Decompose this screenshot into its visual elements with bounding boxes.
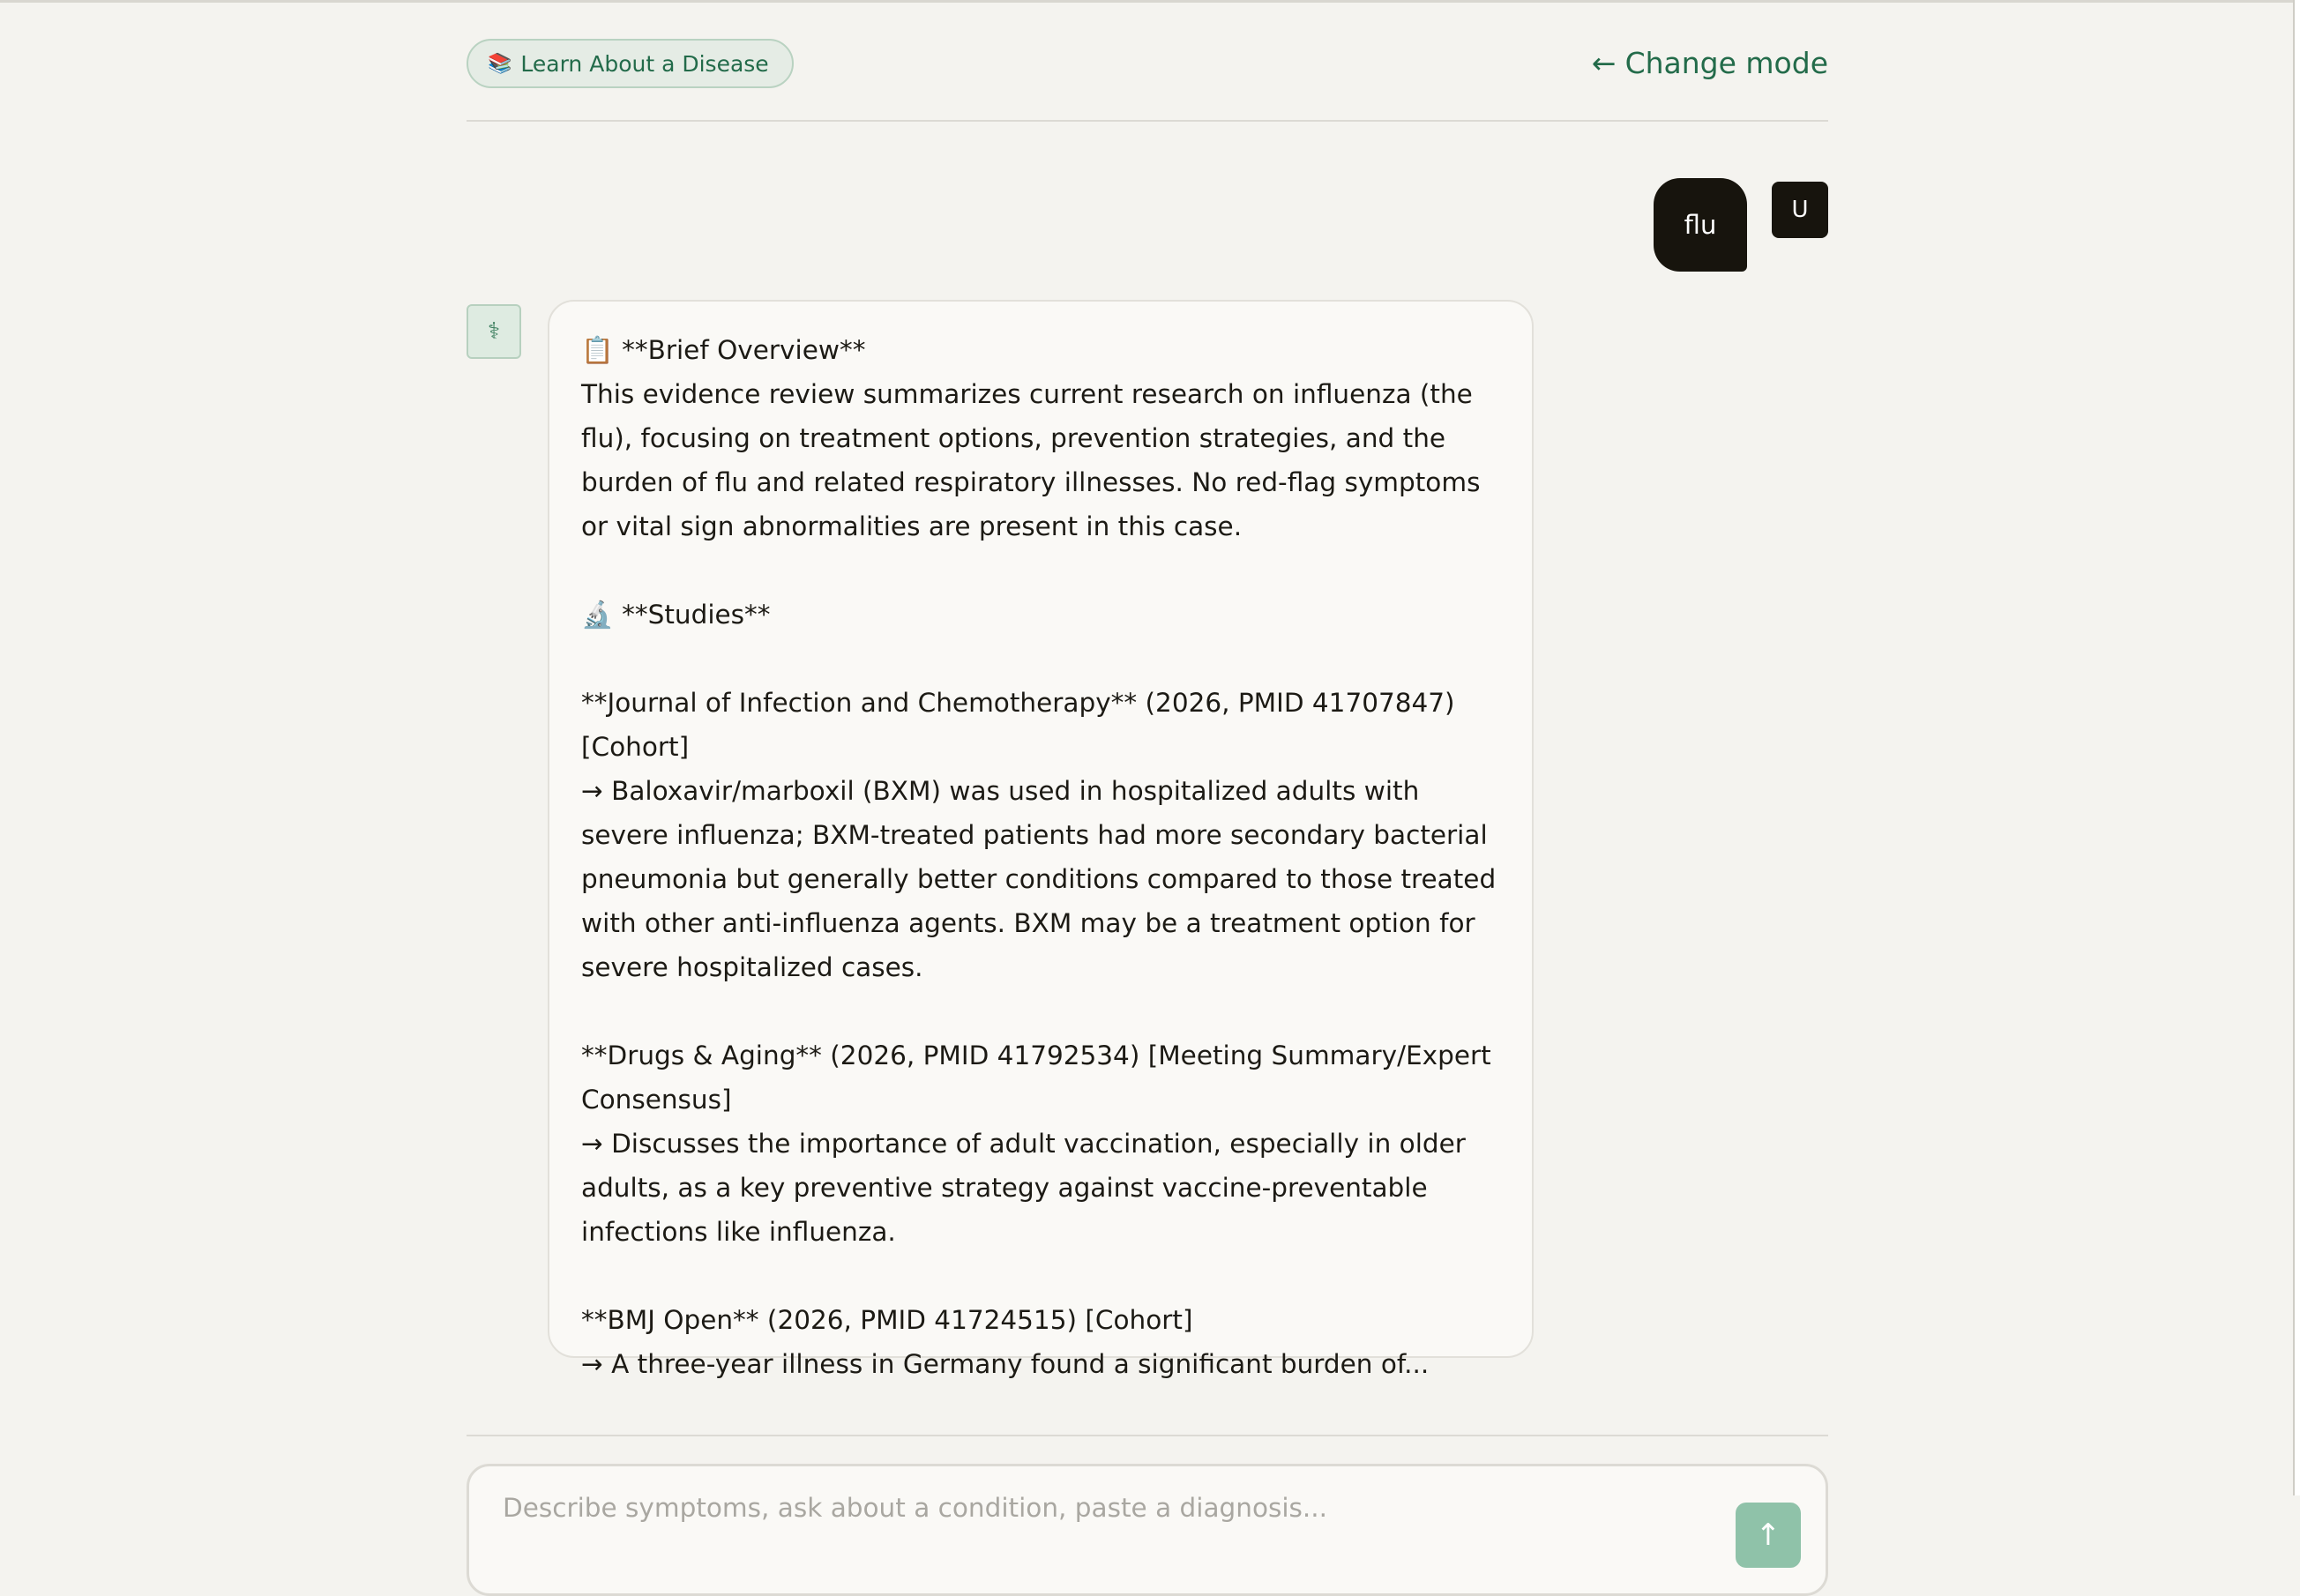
assistant-message-line: **Journal of Infection and Chemotherapy** (2026, PMID 41707847) [Cohort] <box>581 688 1463 762</box>
change-mode-label: Change mode <box>1624 46 1828 80</box>
composer-divider <box>467 1435 1828 1436</box>
assistant-message-line: → Baloxavir/marboxil (BXM) was used in hospitalized adults with severe influenza; BXM-treated patients had more secondary bacterial pneumonia but generally better conditions compared to those treated with other anti-influenza agents. BXM may be a treatment option for severe hospitalized cases. <box>581 776 1505 982</box>
books-icon: 📚 <box>488 52 512 75</box>
assistant-message-line: This evidence review summarizes current research on influenza (the flu), focusing on treatment options, prevention strategies, and the burden of flu and related respiratory illnesses. No red-flag symptoms or vital sign abnormalities are present in this case. <box>581 379 1489 541</box>
arrow-left-icon: ← <box>1591 46 1617 80</box>
send-button[interactable] <box>1736 1503 1801 1568</box>
mode-badge[interactable] <box>467 39 794 88</box>
user-message-row <box>1654 178 1828 272</box>
medical-icon: ⚕ <box>487 318 501 345</box>
message-composer <box>467 1464 1828 1596</box>
arrow-up-icon: ↑ <box>1755 1518 1781 1553</box>
mode-badge-label: Learn About a Disease <box>520 50 769 77</box>
message-input[interactable] <box>501 1491 1721 1574</box>
assistant-message-line: **BMJ Open** (2026, PMID 41724515) [Cohort] <box>581 1305 1193 1335</box>
chat-container <box>467 0 1828 1553</box>
user-avatar: U <box>1772 182 1828 238</box>
message-spacer <box>581 548 1500 593</box>
user-message-bubble: flu <box>1654 178 1747 272</box>
header <box>467 0 1828 122</box>
assistant-message-line: 📋 **Brief Overview** <box>581 335 866 365</box>
assistant-message-line: **Drugs & Aging** (2026, PMID 41792534) [Meeting Summary/Expert Consensus] <box>581 1040 1500 1115</box>
message-spacer <box>581 637 1500 681</box>
message-list[interactable] <box>467 122 1828 1553</box>
assistant-avatar <box>467 304 521 359</box>
assistant-message-line: → A three-year illness in Germany found a significant burden of... <box>581 1349 1430 1379</box>
assistant-message-bubble <box>548 300 1534 1379</box>
message-spacer <box>581 1254 1500 1298</box>
assistant-message-line: → Discusses the importance of adult vaccination, especially in older adults, as a key preventive strategy against vaccine-preventable infections like influenza. <box>581 1129 1475 1247</box>
change-mode-link[interactable] <box>1592 46 1828 80</box>
message-spacer <box>581 989 1500 1033</box>
window-right-edge <box>2293 0 2300 1495</box>
assistant-message-line: 🔬 **Studies** <box>581 600 771 630</box>
